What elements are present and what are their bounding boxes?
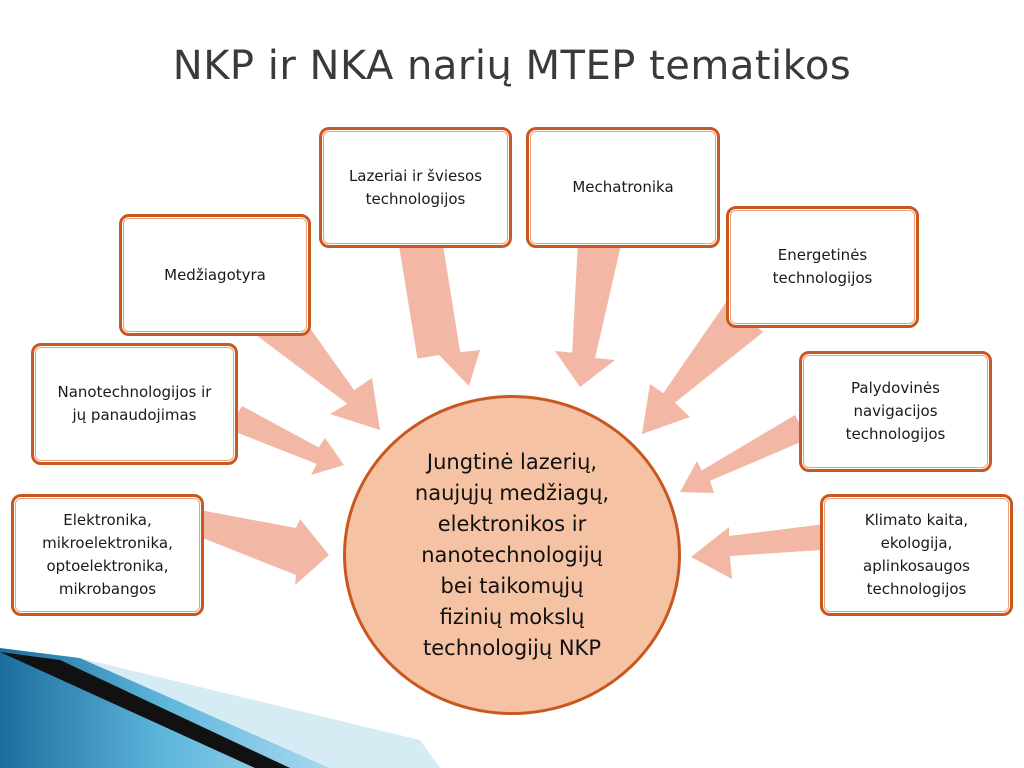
arrow-elektronika [195,510,329,585]
topic-box-elektronika [11,494,204,616]
topic-label: Lazeriai ir šviesos technologijos [348,166,483,208]
topic-label: Nanotechnologijos ir jų panaudojimas [57,383,212,424]
topic-label: Klimato kaita, ekologija, aplinkosaugos technologijos [863,511,970,598]
arrow-klimato [691,523,837,579]
topic-label: Elektronika, mikroelektronika, optoelektronika, mikrobangos [42,511,173,598]
topic-box-medziagotyra [119,214,311,336]
arrow-mechatronika [555,238,621,387]
central-hub [343,395,681,715]
topic-box-klimato [820,494,1013,616]
topic-label: Energetinės technologijos [772,246,873,287]
topic-label: Medžiagotyra [164,265,266,284]
topic-label: Mechatronika [572,178,674,196]
topic-box-lazeriai [319,127,512,248]
arrow-palydovines [680,415,808,493]
topic-box-palydovines [799,351,992,472]
page-title: NKP ir NKA narių MTEP tematikos [172,43,852,89]
topic-box-energetines [726,206,919,328]
arrow-nanotech [228,406,344,475]
topic-box-nanotech [31,343,238,465]
topic-box-mechatronika [526,127,720,248]
central-hub-label: Jungtinė lazerių, naujųjų medžiagų, elektronikos ir nanotechnologijų bei taikomųjų fizinių mokslų technologijų NKP [414,449,610,660]
arrow-lazeriai [399,238,480,386]
topic-label: Palydovinės navigacijos technologijos [845,379,946,443]
